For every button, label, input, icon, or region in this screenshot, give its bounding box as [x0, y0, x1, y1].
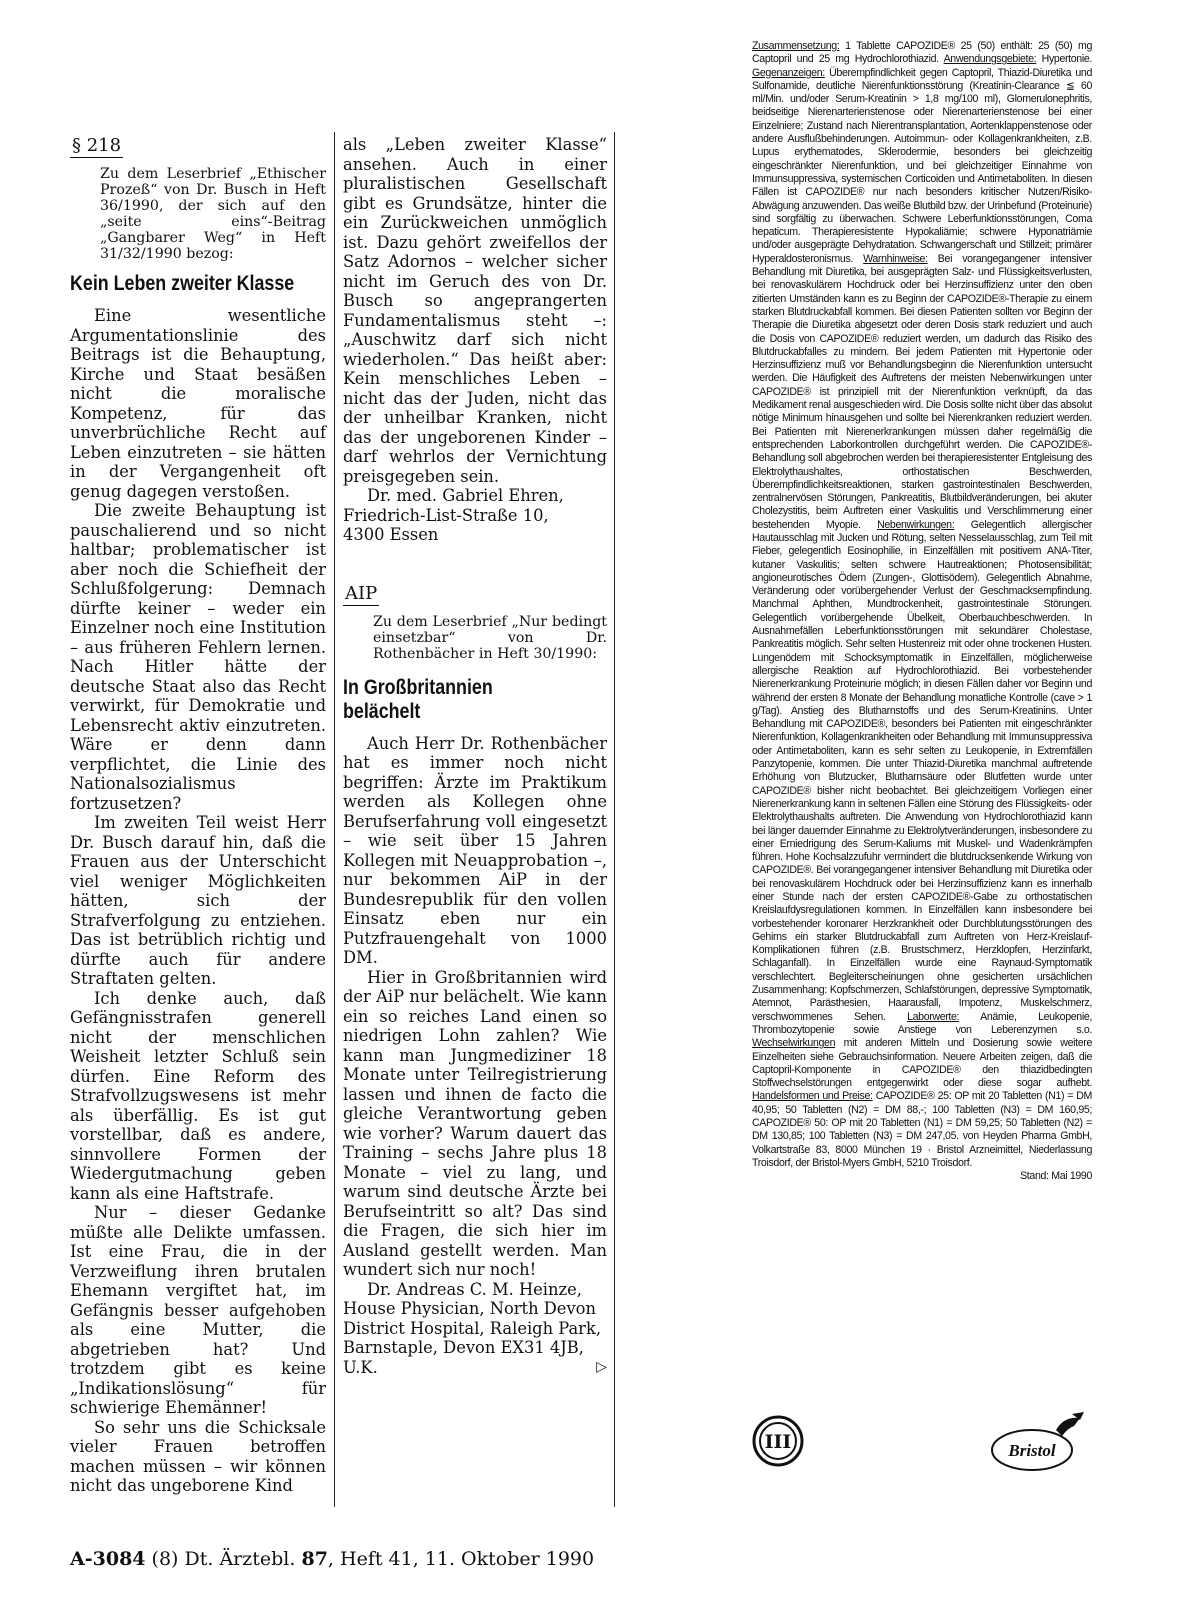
svg-text:Bristol: Bristol [1008, 1441, 1056, 1460]
page-number: A-3084 [70, 1548, 146, 1570]
paragraph: So sehr uns die Schicksale vieler Frauen betroffen machen müssen – wir können nicht das ungeborene Kind [70, 1417, 326, 1495]
signature-ehren: Dr. med. Gabriel Ehren, Friedrich-List-Straße 10, 4300 Essen [343, 486, 564, 544]
continue-arrow-icon: ▷ [596, 1358, 607, 1375]
paragraph: Die zweite Behauptung ist pauschalierend und so nicht haltbar; problematischer ist aber noch die Schiefheit der Schlußfolgerung: Demnach dürfte keiner – weder ein Einzelner noch eine Institution – aus früheren Fehlern lernen. Nach Hitler hätte der deutsche Staat also das Recht verwirkt, für Demokratie und Lebensrecht aktiv einzutreten. Wäre er denn dann verpflichtet, die Linie des Nationalsozialismus fortzusetzen? [70, 501, 326, 813]
paragraph: Im zweiten Teil weist Herr Dr. Busch darauf hin, daß die Frauen aus der Unterschicht viel weniger Möglichkeiten hätten, sich der Strafverfolgung zu entziehen. Das ist betrüblich richtig und dürfte auch für andere Straftaten gelten. [70, 813, 326, 988]
paragraph: Auch Herr Dr. Rothenbächer hat es immer noch nicht begriffen: Ärzte im Praktikum werden als Kollegen ohne Berufserfahrung voll eingesetzt – wie seit über 15 Jahren Kollegen mit Neuapprobation –, nur bekommen AiP in der Bundesrepublik für den vollen Einsatz eben nur ein Putzfrauengehalt von 1000 DM. [343, 733, 607, 967]
article-body [343, 734, 607, 1280]
column-divider [334, 132, 335, 1507]
paragraph: Hier in Großbritannien wird der AiP nur belächelt. Wie kann ein so reiches Land einen so niedrigen Lohn zahlen? Wie kann man Jungmediziner 18 Monate unter Teilregistrierung lassen und ihnen de facto die gleiche Verantwortung geben wie vorher? Warum dauert das Training – sechs Jahre plus 18 Monate – viel zu lang, und warum sind deutsche Ärzte bei Berufseintritt so alt? Das sind die Fragen, die sich hier im Ausland gestellt werden. Man wundert sich nur noch! [343, 967, 607, 1279]
paragraph-continuation: als „Leben zweiter Klasse“ ansehen. Auch in einer pluralistischen Gesellschaft gibt es Grundsätze, hinter die ein Zurückweichen unmöglich ist. Dazu gehört zweifellos der Satz Adornos – welcher sicher nicht im Geruch des von Dr. Busch so angeprangerten Fundamentalismus steht –: „Auschwitz darf sich nicht wiederholen.“ Das heißt aber: Kein menschliches Leben – nicht das der Juden, nicht das der unheilbar Kranken, nicht das der ungeborenen Kinder – darf wehrlos der Vernichtung preisgegeben sein. [343, 135, 607, 486]
section-rubric-218: § 218 [72, 135, 122, 156]
article-headline: Kein Leben zweiter Klasse [70, 272, 295, 295]
heyden-logo [752, 1415, 804, 1467]
section-rubric-aip: AIP [345, 582, 378, 604]
svg-text:III: III [764, 1431, 792, 1453]
signature-heinze: Dr. Andreas C. M. Heinze, House Physician, North Devon District Hospital, Raleigh Park, Barnstaple, Devon EX31 4JB, U.K. ▷ [343, 1279, 607, 1377]
article-headline: In Großbritannien belächelt [343, 675, 493, 723]
page-footer: A-3084 (8) Dt. Ärztebl. 87, Heft 41, 11. Oktober 1990 [70, 1548, 595, 1570]
stand-date: Stand: Mai 1990 [1020, 1170, 1092, 1183]
drug-information-text: Zusammensetzung: 1 Tablette CAPOZIDE® 25 (50) enthält: 25 (50) mg Captopril und 25 mg Hydrochlorothiazid. Anwendungsgebiete: Hypertonie. Gegenanzeigen: Überempfindlichkeit gegen Captopril, Thiazid-Diuretika und Sulfonamide, deutliche Nierenfunktionsstörung (Kreatinin-Clearance ≦ 60 ml/Min. und/oder Serum-Kreatinin > 1,8 mg/100 ml), Glomerulonephritis, beidseitige Nierenarterienstenose oder Nierenarterienstenose bei einer Einzelniere; Zustand nach Nierentransplantation, Aortenklappenstenose oder andere Ausflußbehinderungen. Autoimmun- oder Kollagenkrankheiten, z.B. Lupus erythematodes, Sklerodermie, besonders bei gleichzeitig eingeschränkter Nierenfunktion, und bei gleichzeitiger Einnahme von Immunsuppressiva, systemischen Corticoiden und Antimetaboliten. In diesen Fällen ist CAPOZIDE® nur nach besonders kritischer Nutzen/Risiko-Abwägung anzuwenden. Das weiße Blutbild bzw. der Urinbefund (Proteinurie) sind sorgfältig zu überwachen. Schwere Leberfunktionsstörungen, Coma hepaticum. Therapieresistente Hypokaliämie; schwere Hyponatriämie und/oder ausgeprägte Dehydratation. Schwangerschaft und Stillzeit; primärer Hyperaldosteronismus. Warnhinweise: Bei vorangegangener intensiver Behandlung mit Diuretika, bei ausgeprägten Salz- und Flüssigkeitsverlusten, bei renovaskulärem Hochdruck oder bei Herzinsuffizienz unter den oben zitierten Umständen kann es zu Beginn der CAPOZIDE®-Therapie zu einem starken Blutdruckabfall kommen. Bei diesen Patienten sollten vor Beginn der Therapie die Diuretika abgesetzt oder deren Dosis stark reduziert und auch die Dosis von CAPOZIDE® reduziert werden, um dadurch das Risiko des Blutdruckabfalles zu mindern. Bei jedem Patienten mit Hypertonie oder Herzinsuffizienz muß vor Behandlungsbeginn die Nierenfunktion untersucht werden. Die Häufigkeit des Auftretens der meisten Nebenwirkungen unter CAPOZIDE® ist prinzipiell mit der Nierenfunktion verknüpft, da das Medikament renal ausgeschieden wird. Die Dosis sollte nicht über das absolut nötige Minimum hinausgehen und sollte bei Nierenkranken reduziert werden. Bei Patienten mit Nierenerkrankungen müssen daher regelmäßig die entsprechenden Laborkontrollen durchgeführt werden. Die CAPOZIDE®-Behandlung soll abgebrochen werden bei therapieresistenter Entgleisung des Elektrolythaushaltes, orthostatischen Beschwerden, Überempfindlichkeitsreaktionen, starken gastrointestinalen Beschwerden, zentralnervösen Störungen, Pankreatitis, Blutbildveränderungen, bei akuter Cholezystitis, beim Auftreten einer Vaskulitis und Verschlimmerung einer bestehenden Myopie. Nebenwirkungen: Gelegentlich allergischer Hautausschlag mit Jucken und Rötung, selten Nesselausschlag, zum Teil mit Fieber, gelegentlich Eosinophilie, in Einzelfällen mit positivem ANA-Titer, kutaner Vaskulitis; selten schwere Hautreaktionen; Photosensibilität; angioneurotisches Ödem (Zungen-, Glottisödem). Gelegentlich Abnahme, Veränderung oder vorübergehender Verlust der Geschmacksempfindung. Manchmal Aphthen, Mundtrockenheit, gastrointestinale Störungen. Gelegentlich vorübergehende Übelkeit, Oberbauchbeschwerden. In Ausnahmefällen Leberfunktionsstörungen mit sekundärer Cholestase, Pankreatitis möglich. Sehr selten Hustenreiz mit oder ohne trockenen Husten. Lungenödem mit Schocksymptomatik in Einzelfällen, möglicherweise allergische Reaktion auf Hydrochlorothiazid. Bei vorbestehender Nierenerkrankung Proteinurie möglich; in diesen Fällen daher vor Beginn und während der ersten 8 Monate der Behandlung monatliche Kontrolle (cave > 1 g/Tag). Anstieg des Blutharnstoffs und des Serum-Kreatinins. Unter Behandlung mit CAPOZIDE®, besonders bei Patienten mit eingeschränkter Nierenfunktion, Kollagenkrankheiten oder Behandlung mit Immunsuppressiva oder Antimetaboliten, kann es sehr selten zu Leukopenie, in Extremfällen Panzytopenie, kommen. Die unter Thiazid-Diuretika manchmal auftretende Erhöhung von Blutzucker, Blutharnsäure oder Blutfetten wurde unter CAPOZIDE® bisher nicht beobachtet. Bei gleichzeitigem Vorliegen einer Nierenerkrankung kann in seltenen Fällen eine Störung des Flüssigkeits- oder Elektrolythaushalts auftreten. Die Anwendung von Hydrochlorothiazid kann bei länger dauernder Einnahme zu Elektrolytveränderungen, insbesondere zu einer Erniedrigung des Serum-Kaliums mit Muskel- und Wadenkrämpfen führen. Hohe Kochsalzzufuhr vermindert die blutdrucksenkende Wirkung von CAPOZIDE®. Bei vorangegangener intensiver Behandlung mit Diuretika oder bei renovaskulärem Hochdruck oder bei Herzinsuffizienz kann es innerhalb einer Stunde nach der ersten CAPOZIDE®-Gabe zu orthostatischen Kreislaufdysregulationen kommen. In Einzelfällen kann insbesondere bei vorbestehender koronarer Herzkrankheit oder Durchblutungsstörungen des Gehirns ein starker Blutdruckabfall zum Auftreten von Herz-Kreislauf-Komplikationen führen (z.B. Brustschmerz, Herzklopfen, Herzinfarkt, Schlaganfall). In Einzelfällen wurde eine Raynaud-Symptomatik verschlechtert. Begleiterscheinungen ohne gesicherten ursächlichen Zusammenhang: Kopfschmerzen, Schlafstörungen, depressive Symptomatik, Atemnot, Parästhesien, Haarausfall, Impotenz, Muskelschmerz, verschwommenes Sehen. Laborwerte: Anämie, Leukopenie, Thrombozytopenie sowie Anstiege von Leberenzymen s.o. Wechselwirkungen mit anderen Mitteln und Dosierung sowie weitere Einzelheiten siehe Gebrauchsinformation. Neuere Arbeiten zeigen, daß die Captopril-Komponente in CAPOZIDE® den thiazidbedingten Stoffwechselstörungen entgegenwirkt oder diese sogar aufhebt. Handelsformen und Preise: CAPOZIDE® 25: OP mit 20 Tabletten (N1) = DM 40,95; 50 Tabletten (N2) = DM 88,-; 100 Tabletten (N3) = DM 160,95; CAPOZIDE® 50: OP mit 20 Tabletten (N1) = DM 59,25; 50 Tabletten (N2) = DM 130,85; 100 Tabletten (N3) = DM 247,05. von Heyden Pharma GmbH, Volkartstraße 83, 8000 München 19 · Bristol Arzneimittel, Niederlassung Troisdorf, der Bristol-Myers GmbH, 5210 Troisdorf. Stand: Mai 1990 [752, 40, 1092, 1183]
article-column-2 [343, 135, 607, 1377]
bristol-logo [988, 1410, 1088, 1474]
article-body [70, 306, 326, 1496]
volume-number: 87 [301, 1548, 328, 1570]
column-divider [614, 132, 615, 1507]
paragraph: Eine wesentliche Argumentationslinie des Beitrags ist die Behauptung, Kirche und Staat besäßen nicht die moralische Kompetenz, für das unverbrüchliche Recht auf Leben einzutreten – sie hätten in der Vergangenheit oft genug dagegen verstoßen. [70, 306, 326, 501]
article-column-1 [70, 135, 326, 1496]
paragraph: Nur – dieser Gedanke müßte alle Delikte umfassen. Ist eine Frau, die in der Verzweiflung ihren brutalen Ehemann vergiftet hat, im Gefängnis besser aufgehoben als eine Mutter, die abgetrieben hat? Und trotzdem gibt es keine „Indikationslösung“ für schwierige Ehemänner! [70, 1203, 326, 1417]
letter-intro: Zu dem Leserbrief „Ethischer Prozeß“ von Dr. Busch in Heft 36/1990, der sich auf den „seite eins“-Beitrag „Gangbarer Weg“ in Heft 31/32/1990 bezog: [100, 166, 326, 262]
paragraph: Ich denke auch, daß Gefängnisstrafen generell nicht der menschlichen Weisheit letzter Schluß sein dürfen. Eine Reform des Strafvollzugswesens ist mehr als überfällig. Es ist gut vorstellbar, daß es andere, sinnvollere Formen der Wiedergutmachung geben kann als eine Haftstrafe. [70, 988, 326, 1203]
letter-intro: Zu dem Leserbrief „Nur bedingt einsetzbar“ von Dr. Rothenbächer in Heft 30/1990: [373, 613, 607, 662]
